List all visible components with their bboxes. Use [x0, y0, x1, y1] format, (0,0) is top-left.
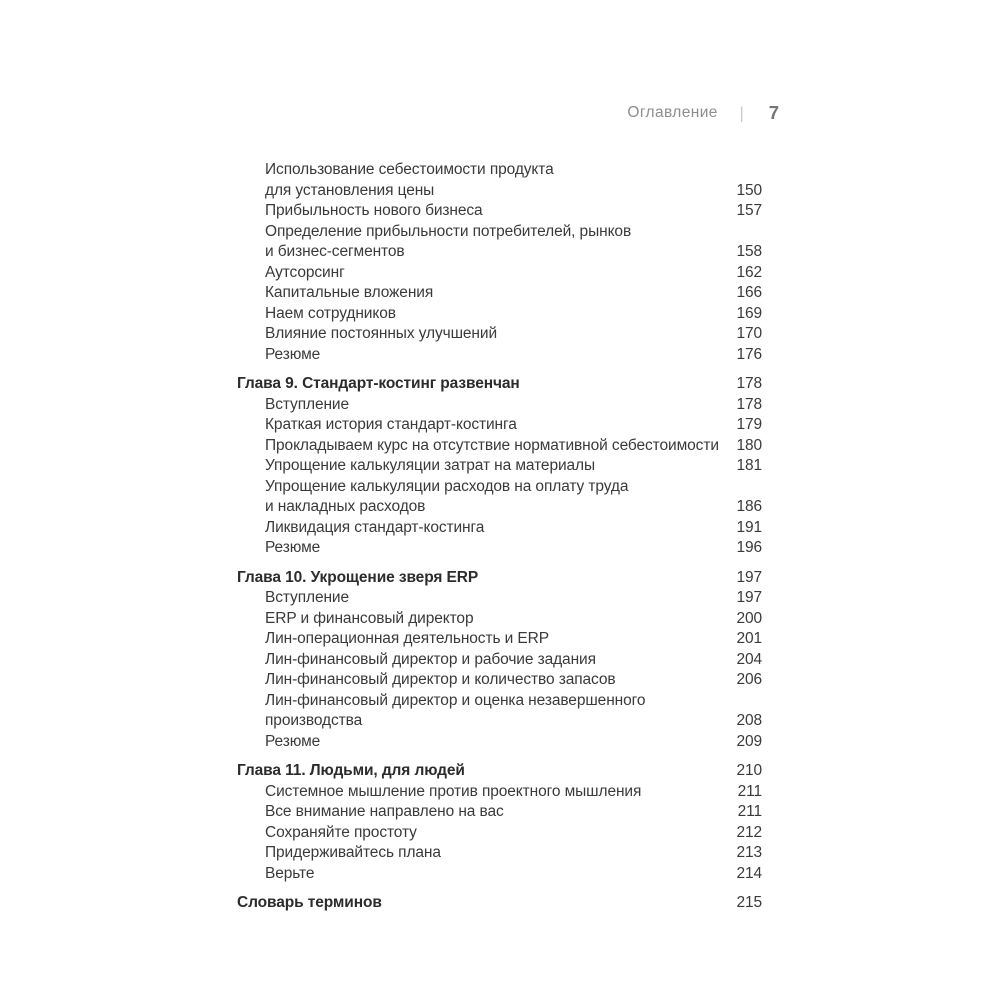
- toc-title-line: Верьте: [265, 864, 315, 882]
- toc-section: [237, 374, 762, 559]
- toc-entry-row: [237, 802, 762, 823]
- toc-page-number: 181: [736, 457, 762, 474]
- toc-entry-row: [237, 263, 762, 284]
- table-of-contents: [237, 160, 762, 914]
- toc-entry-row: [237, 436, 762, 457]
- toc-page-number: 213: [736, 844, 762, 861]
- toc-page-number: 178: [736, 375, 762, 392]
- toc-title-line: Прокладываем курс на отсутствие нормативной себестоимости: [265, 436, 719, 454]
- toc-title-line: Резюме: [265, 345, 321, 363]
- toc-title-line: Упрощение калькуляции затрат на материалы: [265, 457, 596, 474]
- toc-entry-row: [237, 324, 762, 345]
- toc-page-number: 162: [736, 263, 762, 281]
- toc-entry-row: [237, 160, 762, 201]
- toc-title-line: для установления цены: [265, 181, 435, 199]
- toc-title-line: Ликвидация стандарт-костинга: [265, 518, 485, 536]
- toc-entry-title: [237, 609, 473, 630]
- toc-entry-title: [237, 650, 596, 671]
- toc-title-line: Сохраняйте простоту: [265, 823, 417, 841]
- toc-page-number: 158: [736, 243, 762, 260]
- toc-title-line: Вступление: [265, 395, 350, 413]
- toc-title-line: Капитальные вложения: [265, 284, 434, 301]
- toc-entry-title: [237, 304, 396, 325]
- toc-page-number: 176: [736, 345, 762, 363]
- toc-entry-title: [237, 843, 441, 864]
- toc-page-number: 197: [736, 589, 762, 606]
- toc-page-number: 210: [736, 762, 762, 779]
- toc-entry-title: [237, 518, 484, 539]
- toc-entry-row: [237, 609, 762, 630]
- toc-page-number: 208: [736, 712, 762, 729]
- toc-entry-title: [237, 477, 628, 518]
- toc-entry-title: [237, 456, 595, 477]
- toc-title-line: Придерживайтесь плана: [265, 844, 441, 861]
- toc-entry-title: [237, 160, 554, 201]
- toc-entry-row: [237, 395, 762, 416]
- toc-chapter-row: [237, 893, 762, 914]
- toc-title-line: Лин-финансовый директор и оценка незавершенного: [265, 691, 646, 709]
- toc-page-number: 197: [736, 568, 762, 586]
- toc-title-line: Влияние постоянных улучшений: [265, 325, 498, 342]
- toc-chapter-title: [237, 568, 478, 589]
- toc-page-number: 178: [736, 395, 762, 413]
- toc-entry-title: [237, 588, 349, 609]
- toc-page-number: 215: [736, 894, 762, 911]
- toc-title-line: ERP и финансовый директор: [265, 609, 474, 627]
- toc-page-number: 212: [736, 823, 762, 841]
- toc-title-line: Глава 10. Укрощение зверя ERP: [237, 568, 479, 586]
- toc-title-line: Аутсорсинг: [265, 263, 345, 281]
- toc-section: [237, 761, 762, 884]
- toc-title-line: Наем сотрудников: [265, 304, 396, 322]
- toc-section: [237, 893, 762, 914]
- toc-page-number: 214: [736, 864, 762, 882]
- toc-entry-title: [237, 691, 645, 732]
- toc-title-line: Лин-финансовый директор и количество запасов: [265, 671, 616, 688]
- toc-entry-title: [237, 864, 314, 885]
- toc-entry-row: [237, 538, 762, 559]
- toc-entry-row: [237, 782, 762, 803]
- toc-entry-title: [237, 732, 320, 753]
- toc-entry-title: [237, 629, 549, 650]
- toc-title-line: Вступление: [265, 589, 350, 606]
- toc-entry-row: [237, 477, 762, 518]
- toc-title-line: Резюме: [265, 539, 321, 556]
- toc-page-number: 206: [736, 671, 762, 688]
- toc-title-line: Лин-операционная деятельность и ERP: [265, 630, 549, 647]
- toc-title-line: Все внимание направлено на вас: [265, 803, 504, 820]
- toc-entry-row: [237, 650, 762, 671]
- toc-title-line: Глава 11. Людьми, для людей: [237, 762, 465, 779]
- toc-entry-row: [237, 345, 762, 366]
- toc-entry-title: [237, 823, 417, 844]
- toc-page-number: 170: [736, 325, 762, 342]
- toc-entry-title: [237, 345, 320, 366]
- toc-title-line: Глава 9. Стандарт-костинг развенчан: [237, 375, 520, 392]
- toc-page-number: 201: [736, 630, 762, 647]
- toc-chapter-title: [237, 893, 382, 914]
- toc-entry-row: [237, 201, 762, 222]
- toc-title-line: Использование себестоимости продукта: [265, 161, 554, 178]
- toc-entry-title: [237, 802, 504, 823]
- header-separator: |: [739, 103, 744, 123]
- toc-entry-row: [237, 670, 762, 691]
- toc-page-number: 169: [736, 304, 762, 322]
- toc-entry-title: [237, 222, 631, 263]
- toc-page-number: 191: [736, 518, 762, 536]
- toc-page-number: 211: [737, 803, 762, 820]
- toc-entry-row: [237, 415, 762, 436]
- toc-title-line: Прибыльность нового бизнеса: [265, 202, 483, 219]
- toc-entry-row: [237, 732, 762, 753]
- toc-title-line: Краткая история стандарт-костинга: [265, 416, 517, 433]
- folio-page-number: 7: [768, 102, 779, 123]
- toc-entry-row: [237, 283, 762, 304]
- toc-page-number: 150: [736, 181, 762, 199]
- toc-page-number: 200: [736, 609, 762, 627]
- toc-entry-row: [237, 629, 762, 650]
- toc-title-line: Упрощение калькуляции расходов на оплату труда: [265, 477, 629, 495]
- toc-chapter-row: [237, 374, 762, 395]
- running-title: Оглавление: [627, 104, 718, 121]
- toc-title-line: Лин-финансовый директор и рабочие задания: [265, 650, 596, 668]
- toc-entry-title: [237, 436, 719, 457]
- toc-page-number: 180: [736, 436, 762, 454]
- toc-entry-row: [237, 304, 762, 325]
- toc-title-line: Резюме: [265, 732, 321, 750]
- toc-chapter-row: [237, 761, 762, 782]
- toc-entry-row: [237, 843, 762, 864]
- toc-section: [237, 568, 762, 753]
- toc-page-number: 196: [736, 539, 762, 556]
- toc-page-number: 179: [736, 416, 762, 433]
- toc-entry-row: [237, 518, 762, 539]
- toc-page-number: 157: [736, 202, 762, 219]
- toc-page-number: 209: [736, 732, 762, 750]
- toc-title-line: и бизнес-сегментов: [265, 243, 405, 260]
- toc-section: [237, 160, 762, 365]
- toc-entry-title: [237, 263, 345, 284]
- toc-title-line: и накладных расходов: [265, 498, 426, 515]
- toc-chapter-title: [237, 761, 465, 782]
- toc-entry-row: [237, 864, 762, 885]
- toc-entry-row: [237, 823, 762, 844]
- toc-title-line: Определение прибыльности потребителей, рынков: [265, 222, 632, 240]
- toc-entry-row: [237, 588, 762, 609]
- toc-entry-title: [237, 395, 349, 416]
- toc-entry-row: [237, 222, 762, 263]
- toc-chapter-title: [237, 374, 520, 395]
- toc-entry-title: [237, 415, 517, 436]
- toc-title-line: Словарь терминов: [237, 894, 382, 911]
- toc-entry-title: [237, 782, 641, 803]
- toc-title-line: Системное мышление против проектного мышления: [265, 782, 642, 800]
- toc-entry-row: [237, 691, 762, 732]
- toc-entry-title: [237, 283, 433, 304]
- toc-entry-title: [237, 538, 320, 559]
- toc-title-line: производства: [265, 712, 363, 729]
- toc-page-number: 166: [736, 284, 762, 301]
- toc-entry-title: [237, 324, 497, 345]
- toc-entry-title: [237, 201, 483, 222]
- toc-chapter-row: [237, 568, 762, 589]
- toc-page-number: 211: [737, 782, 762, 800]
- toc-page-number: 186: [736, 498, 762, 515]
- toc-page-number: 204: [736, 650, 762, 668]
- toc-entry-title: [237, 670, 616, 691]
- toc-entry-row: [237, 456, 762, 477]
- page-header: [627, 102, 779, 124]
